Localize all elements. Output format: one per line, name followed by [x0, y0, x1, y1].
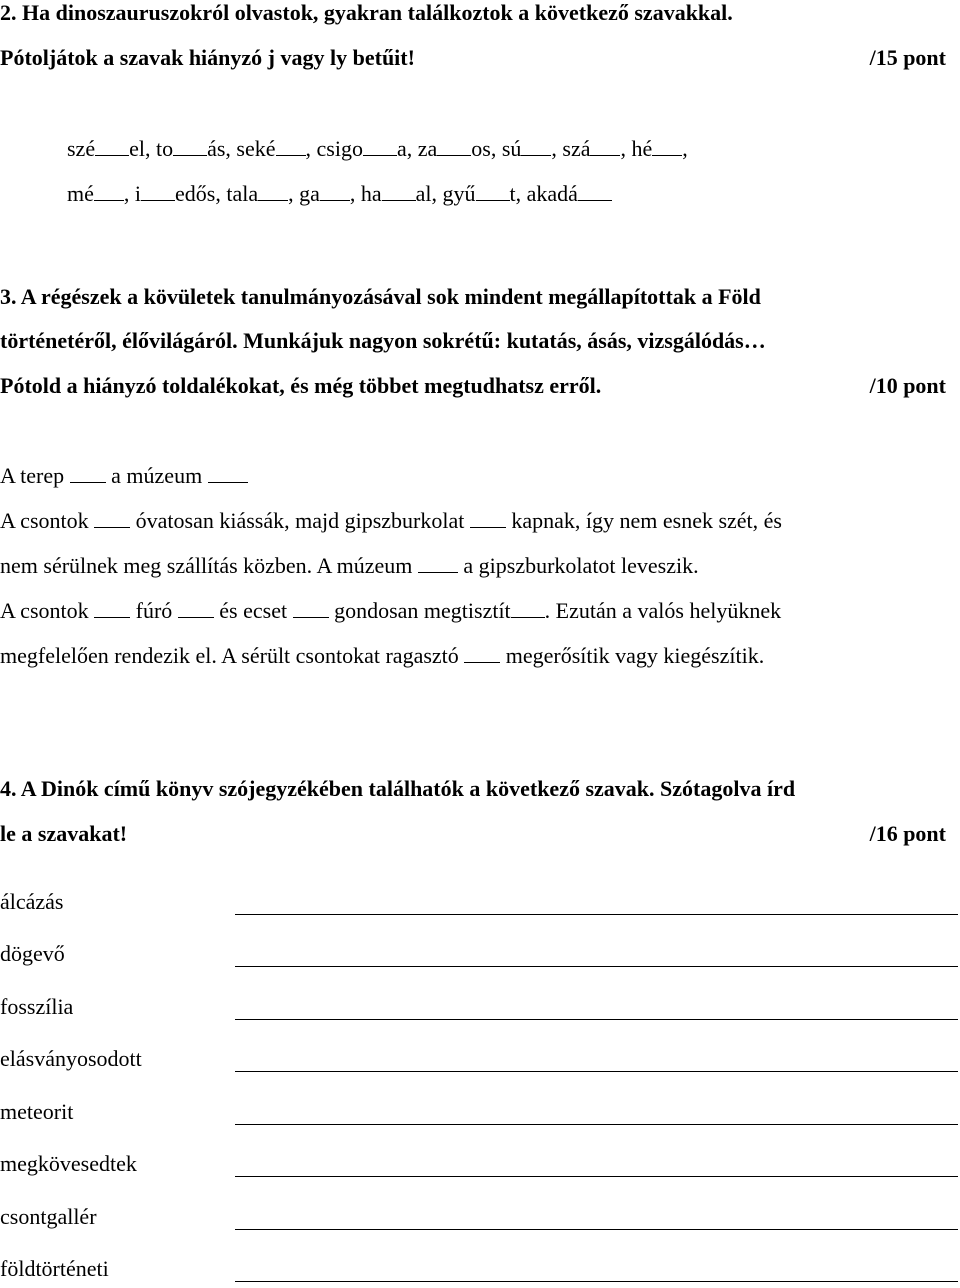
task3-text-line-4: A csontok fúró és ecset gondosan megtisztít . Ezután a valós helyüknek — [0, 598, 782, 623]
blank[interactable] — [208, 464, 248, 483]
blank[interactable] — [590, 137, 620, 156]
blank[interactable] — [511, 599, 545, 618]
blank[interactable] — [521, 137, 551, 156]
task2-heading: 2. Ha dinoszauruszokról olvastok, gyakran találkoztok a következő szavakkal. — [0, 0, 733, 25]
blank[interactable] — [578, 182, 612, 201]
answer-line[interactable] — [235, 1124, 958, 1125]
blank[interactable] — [320, 182, 350, 201]
blank[interactable] — [178, 599, 214, 618]
blank[interactable] — [293, 599, 329, 618]
blank[interactable] — [173, 137, 207, 156]
blank[interactable] — [652, 137, 682, 156]
word-label: meteorit — [0, 1099, 74, 1124]
task3-points: /10 pont — [869, 373, 946, 398]
task3-heading-line-1: 3. A régészek a kövületek tanulmányozásával sok mindent megállapítottak a Föld — [0, 284, 761, 309]
task3-text-line-1: A terep a múzeum — [0, 463, 248, 489]
blank[interactable] — [70, 464, 106, 483]
blank[interactable] — [94, 509, 130, 528]
task3-text-line-2: A csontok óvatosan kiássák, majd gipszburkolat kapnak, így nem esnek szét, és — [0, 508, 782, 533]
task3-text-line-3: nem sérülnek meg szállítás közben. A múzeum a gipszburkolatot leveszik. — [0, 553, 699, 578]
blank[interactable] — [476, 182, 510, 201]
task3-instruction: Pótold a hiányzó toldalékokat, és még többet megtudhatsz erről. — [0, 373, 602, 398]
task3-heading-line-2: történetéről, élővilágáról. Munkájuk nagyon sokrétű: kutatás, ásás, vizsgálódás… — [0, 328, 766, 353]
word-label: földtörténeti — [0, 1256, 109, 1281]
answer-line[interactable] — [235, 1281, 958, 1282]
task4-heading-line-2: le a szavakat! — [0, 821, 128, 846]
blank[interactable] — [464, 644, 500, 663]
blank[interactable] — [141, 182, 175, 201]
blank[interactable] — [363, 137, 397, 156]
blank[interactable] — [94, 599, 130, 618]
answer-line[interactable] — [235, 914, 958, 915]
answer-line[interactable] — [235, 1176, 958, 1177]
answer-line[interactable] — [235, 1071, 958, 1072]
answer-line[interactable] — [235, 966, 958, 967]
blank[interactable] — [95, 137, 129, 156]
blank[interactable] — [437, 137, 471, 156]
answer-line[interactable] — [235, 1229, 958, 1230]
task2-points: /15 pont — [869, 45, 946, 70]
answer-line[interactable] — [235, 1019, 958, 1020]
task2-word-row-1: szé el, to ás, seké , csigo a, za os, sú , szá , hé , — [67, 136, 688, 161]
task3-text-line-5: megfelelően rendezik el. A sérült csontokat ragasztó megerősítik vagy kiegészítik. — [0, 643, 765, 668]
word-label: megkövesedtek — [0, 1151, 137, 1176]
task4-points: /16 pont — [869, 821, 946, 846]
task4-heading-line-1: 4. A Dinók című könyv szójegyzékében találhatók a következő szavak. Szótagolva írd — [0, 776, 796, 801]
blank[interactable] — [418, 554, 458, 573]
blank[interactable] — [94, 182, 124, 201]
word-label: fosszília — [0, 994, 74, 1019]
blank[interactable] — [470, 509, 506, 528]
word-label: csontgallér — [0, 1204, 97, 1229]
blank[interactable] — [276, 137, 306, 156]
blank[interactable] — [382, 182, 416, 201]
word-label: elásványosodott — [0, 1046, 142, 1071]
task2-word-row-2: mé , i edős, tala , ga , ha al, gyű t, akadá — [67, 181, 612, 207]
task2-instruction: Pótoljátok a szavak hiányzó j vagy ly betűit! — [0, 45, 415, 70]
word-label: álcázás — [0, 889, 64, 914]
word-label: dögevő — [0, 941, 65, 966]
blank[interactable] — [258, 182, 288, 201]
